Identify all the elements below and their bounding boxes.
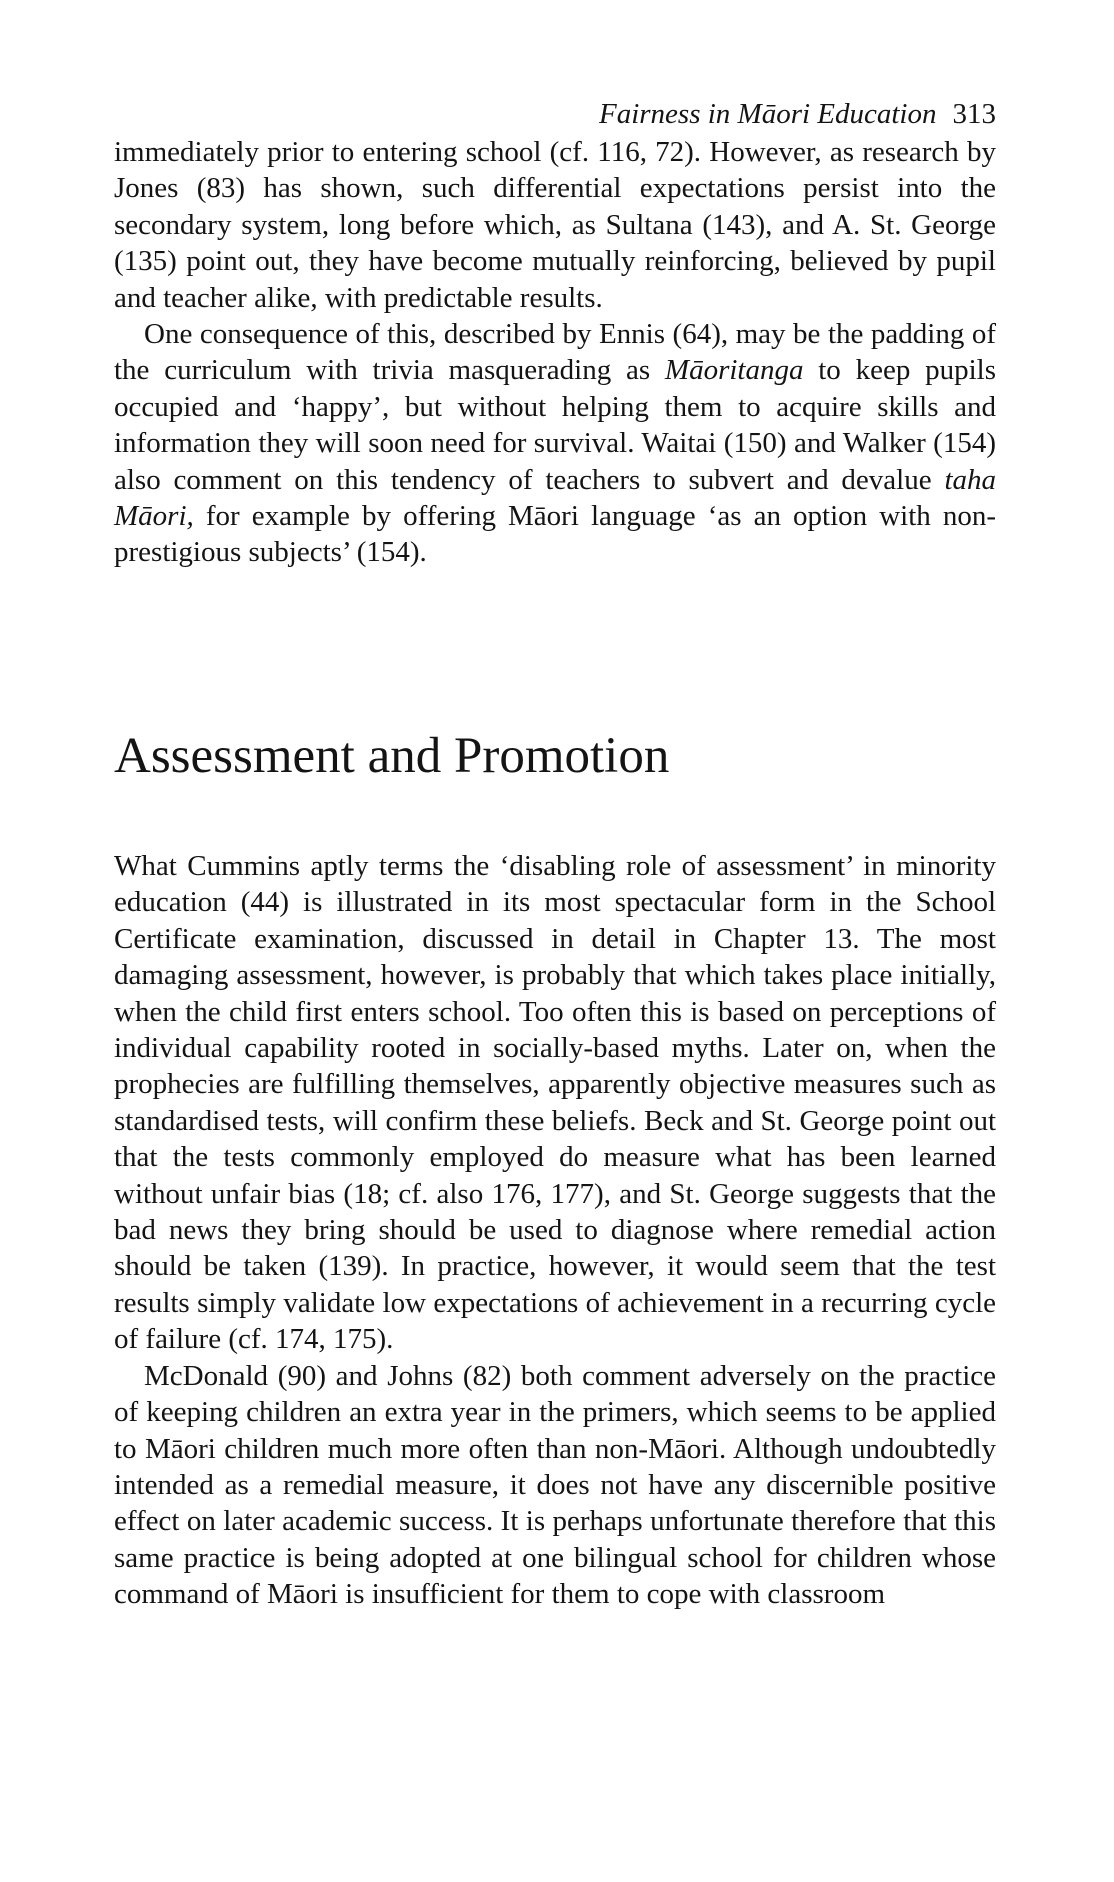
running-title: Fairness in Māori Education	[598, 98, 937, 130]
page-number: 313	[952, 98, 996, 130]
text-run: for example by offering Māori language ‘as an option with non-prestigious subjects’ (154).	[114, 500, 996, 569]
italic-term: Māoritanga	[664, 354, 804, 387]
text-block-bottom	[114, 848, 996, 1613]
paragraph	[114, 316, 996, 571]
text-run: to keep pupils occupied and ‘happy’, but without helping them to acquire skills and information they will soon need for survival. Waitai (150) and Walker (154) also comment on this tendency of teachers to subvert and devalue	[114, 354, 996, 496]
text-block-top	[114, 134, 996, 571]
paragraph: McDonald (90) and Johns (82) both comment adversely on the practice of keeping children an extra year in the primers, which seems to be applied to Māori children much more often than non-Māori. Although undoubtedly intended as a remedial measure, it does not have any discernible positive effect on later academic success. It is perhaps unfortunate therefore that this same practice is being adopted at one bilingual school for children whose command of Māori is insufficient for them to cope with classroom	[114, 1359, 996, 1611]
paragraph: immediately prior to entering school (cf. 116, 72). However, as research by Jones (83) has shown, such differential expectations persist into the secondary system, long before which, as Sultana (143), and A. St. George (135) point out, they have become mutually reinforcing, believed by pupil and teacher alike, with predictable results.	[114, 136, 996, 314]
text-run: One consequence of this, described by Ennis (64), may be the padding of the curriculum with trivia masquerading as	[114, 318, 996, 387]
section-heading: Assessment and Promotion	[114, 728, 670, 784]
running-head	[114, 96, 996, 132]
paragraph: What Cummins aptly terms the ‘disabling role of assessment’ in minority education (44) is illustrated in its most spectacular form in the School Certificate examination, discussed in detail in Chapter 13. The most damaging assessment, however, is probably that which takes place initially, when the child first enters school. Too often this is based on perceptions of individual capability rooted in socially-based myths. Later on, when the prophecies are fulfilling themselves, apparently objective measures such as standardised tests, will confirm these beliefs. Beck and St. George point out that the tests commonly employed do measure what has been learned without unfair bias (18; cf. also 176, 177), and St. George suggests that the bad news they bring should be used to diagnose where remedial action should be taken (139). In practice, however, it would seem that the test results simply validate low expectations of achievement in a recurring cycle of failure (cf. 174, 175).	[114, 850, 996, 1356]
italic-term: taha Māori,	[114, 463, 996, 533]
